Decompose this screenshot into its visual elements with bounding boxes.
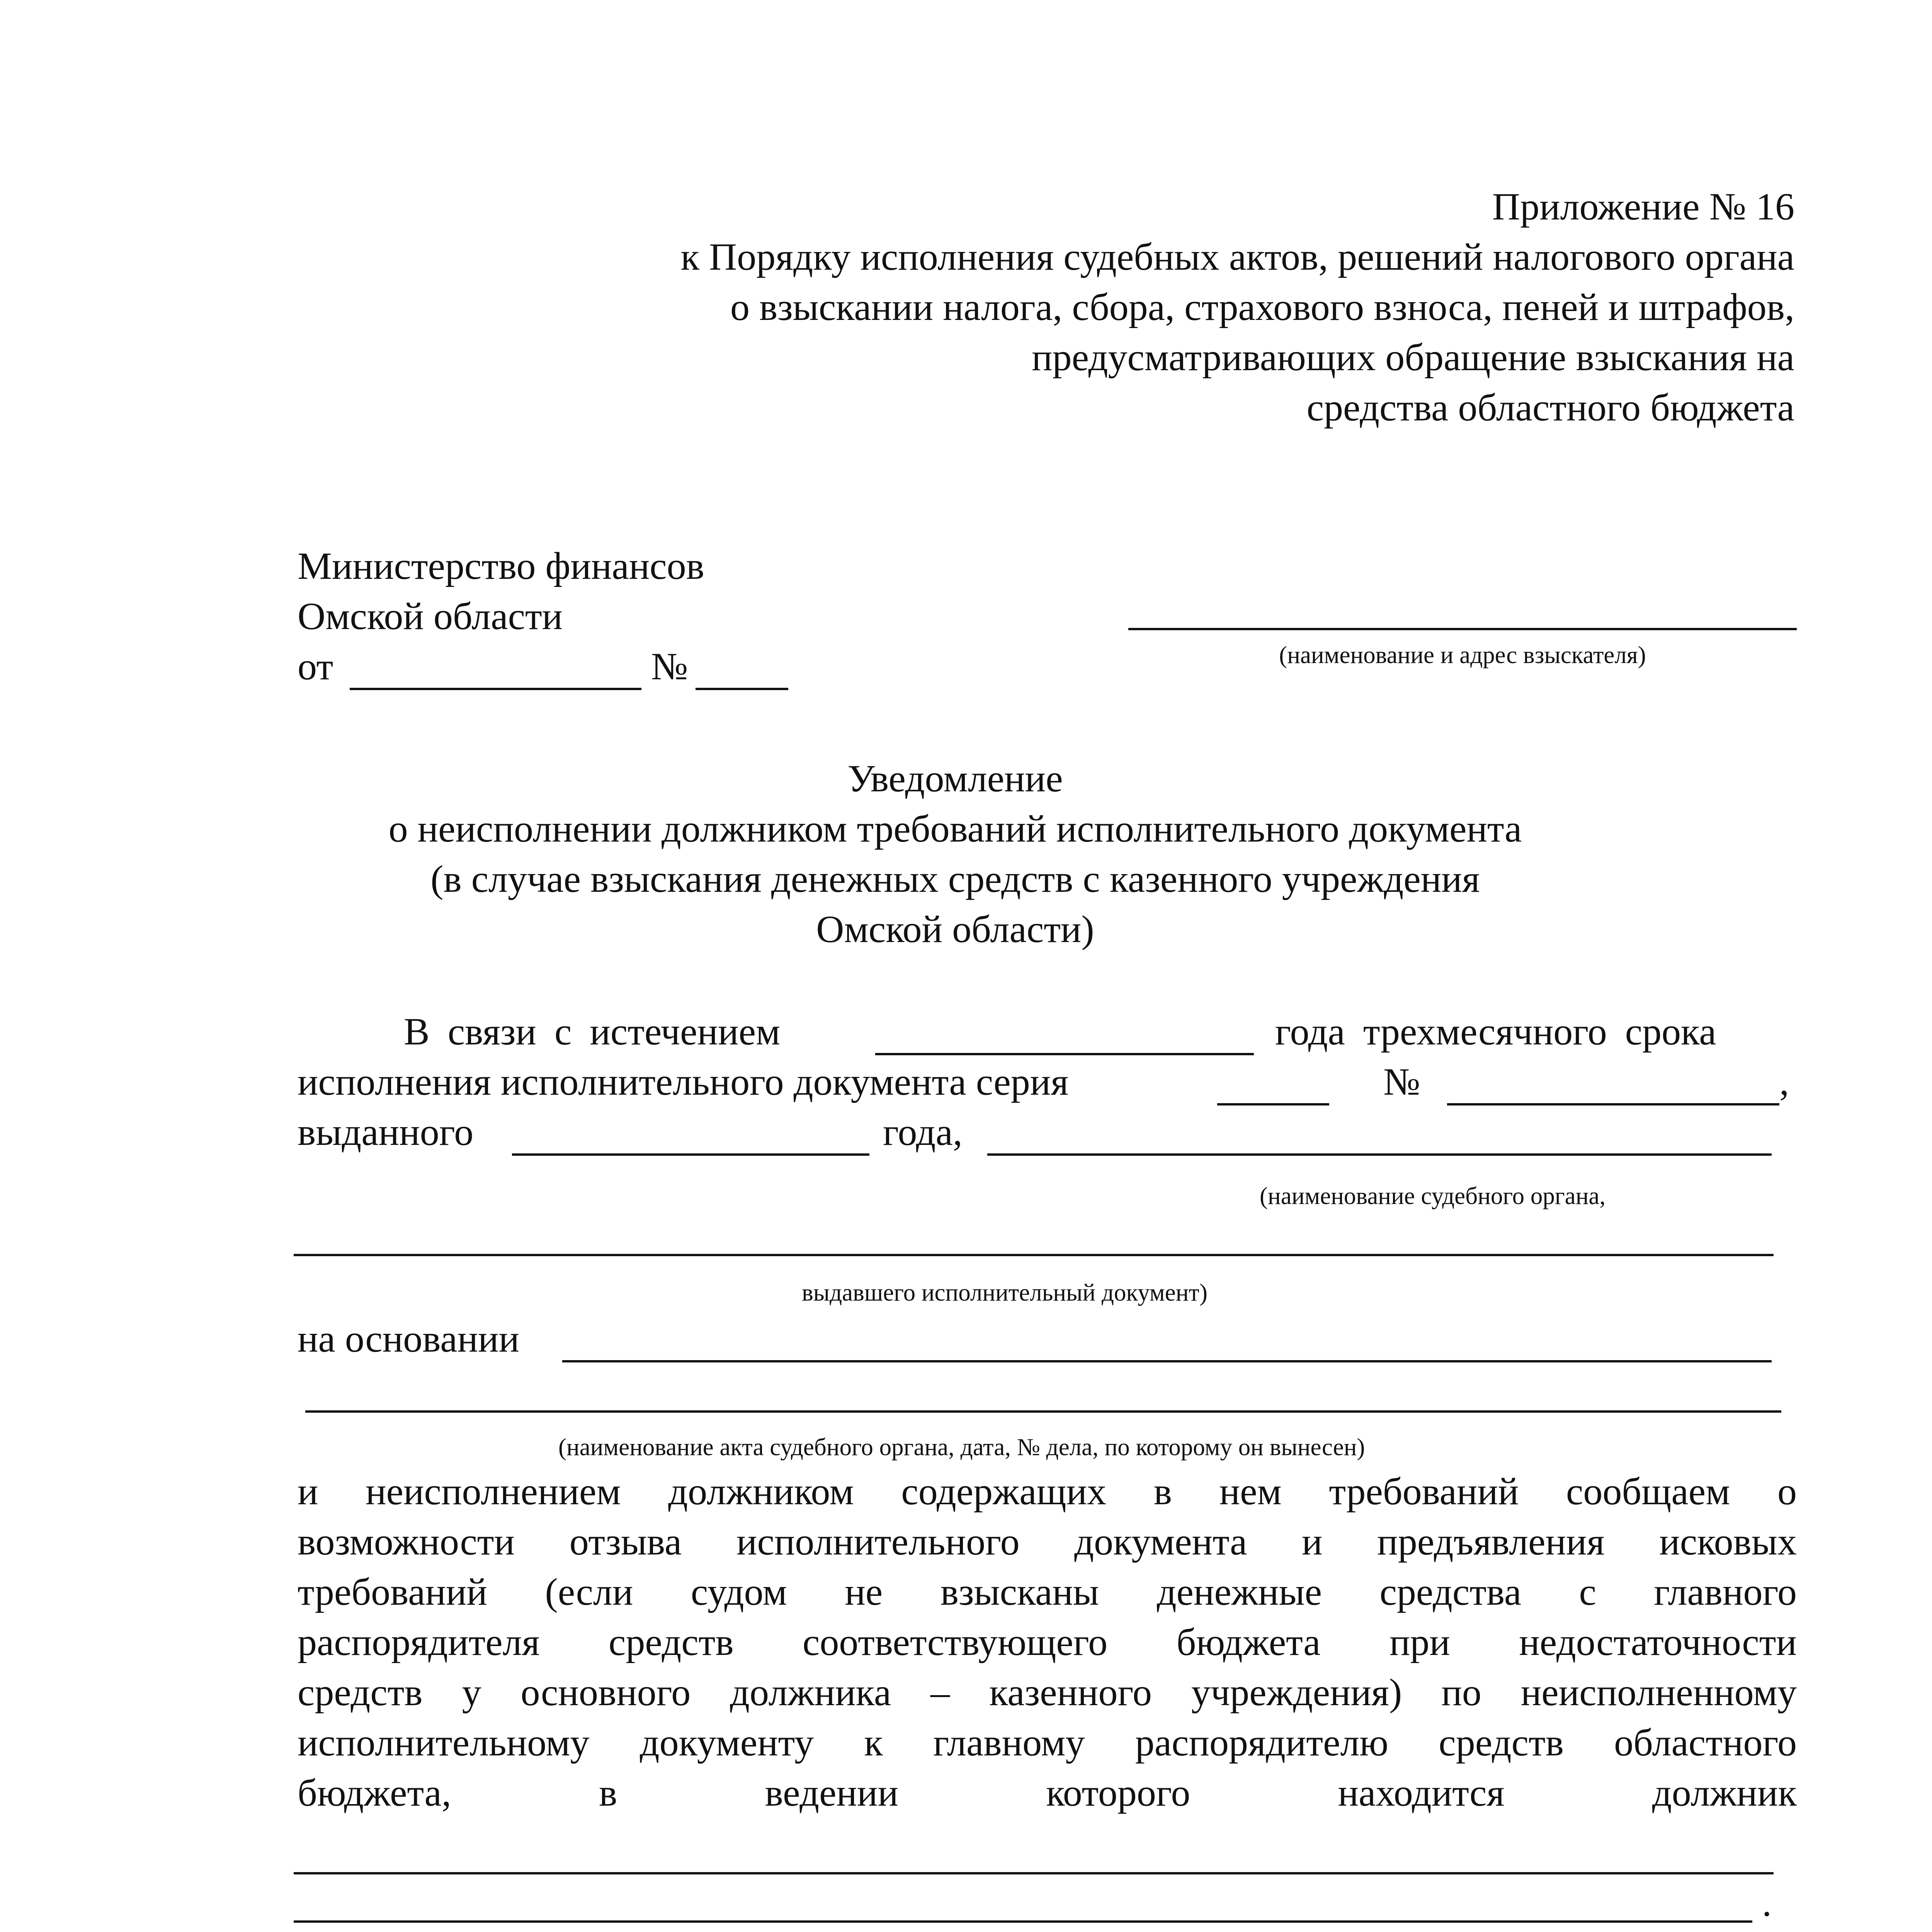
para-line-5: средств у основного должника – казенного учреждения) по неисполненному [298,1671,1797,1714]
para-word: находится [1338,1771,1505,1814]
manager-blank-1 [294,1872,1774,1874]
recipient-caption: (наименование и адрес взыскателя) [1279,641,1646,668]
appendix-line-3: о взыскании налога, сбора, страхового взноса, пеней и штрафов, [730,286,1794,328]
caption-act: (наименование акта судебного органа, дата, № дела, по которому он вынесен) [558,1434,1365,1461]
body-period-text: года трехмесячного срока [1275,1010,1716,1053]
appendix-line-2: к Порядку исполнения судебных актов, решений налогового органа [680,235,1794,278]
court-name-blank-1 [987,1153,1772,1156]
court-name-blank-2 [294,1254,1774,1256]
para-word: ведении [765,1771,899,1814]
para-word: которого [1046,1771,1190,1814]
body-year-text: года, [883,1111,963,1153]
appendix-number: Приложение № 16 [1492,185,1794,228]
sender-number-label: № [651,645,688,688]
para-word: в [599,1771,617,1814]
body-comma: , [1779,1060,1789,1103]
manager-blank-2 [294,1920,1752,1923]
caption-court-2: выдавшего исполнительный документ) [802,1279,1208,1306]
body-series-text: исполнения исполнительного документа серия [298,1060,1069,1103]
para-line-2: возможности отзыва исполнительного документа и предъявления исковых [298,1520,1797,1563]
para-word: бюджета, [298,1771,451,1814]
sender-region: Омской области [298,595,563,638]
basis-blank-1 [562,1360,1772,1362]
body-issued-text: выданного [298,1111,474,1153]
issue-date-blank [512,1153,869,1156]
notice-subtitle-1: о неисполнении должником требований исполнительного документа [388,807,1522,850]
body-doc-number-label: № [1383,1060,1420,1103]
date-blank [350,688,641,690]
expiry-date-blank [875,1053,1254,1055]
sender-from-label: от [298,645,333,688]
para-line-6: исполнительному документу к главному распорядителю средств областного [298,1721,1797,1764]
caption-court: (наименование судебного органа, [1260,1182,1606,1209]
recipient-blank [1128,628,1797,630]
manager-period: . [1762,1881,1772,1924]
para-line-3: требований (если судом не взысканы денежные средства с главного [298,1570,1797,1613]
notice-heading: Уведомление [847,757,1063,800]
appendix-line-4: предусматривающих обращение взыскания на [1032,336,1794,379]
number-blank [696,688,788,690]
sender-ministry: Министерство финансов [298,544,704,587]
para-word: должник [1652,1771,1797,1814]
notice-subtitle-3: Омской области) [816,908,1094,951]
para-line-4: распорядителя средств соответствующего бюджета при недостаточности [298,1621,1797,1663]
appendix-line-5: средства областного бюджета [1306,386,1794,429]
body-basis-label: на основании [298,1317,520,1360]
para-line-7 [298,1768,1797,1818]
series-blank [1217,1103,1329,1105]
body-expiry-text: В связи с истечением [404,1010,781,1053]
para-line-1: и неисполнением должником содержащих в нем требований сообщаем о [298,1470,1797,1513]
doc-number-blank [1447,1103,1779,1105]
notice-subtitle-2: (в случае взыскания денежных средств с казенного учреждения [430,857,1480,900]
basis-blank-2 [305,1410,1781,1413]
